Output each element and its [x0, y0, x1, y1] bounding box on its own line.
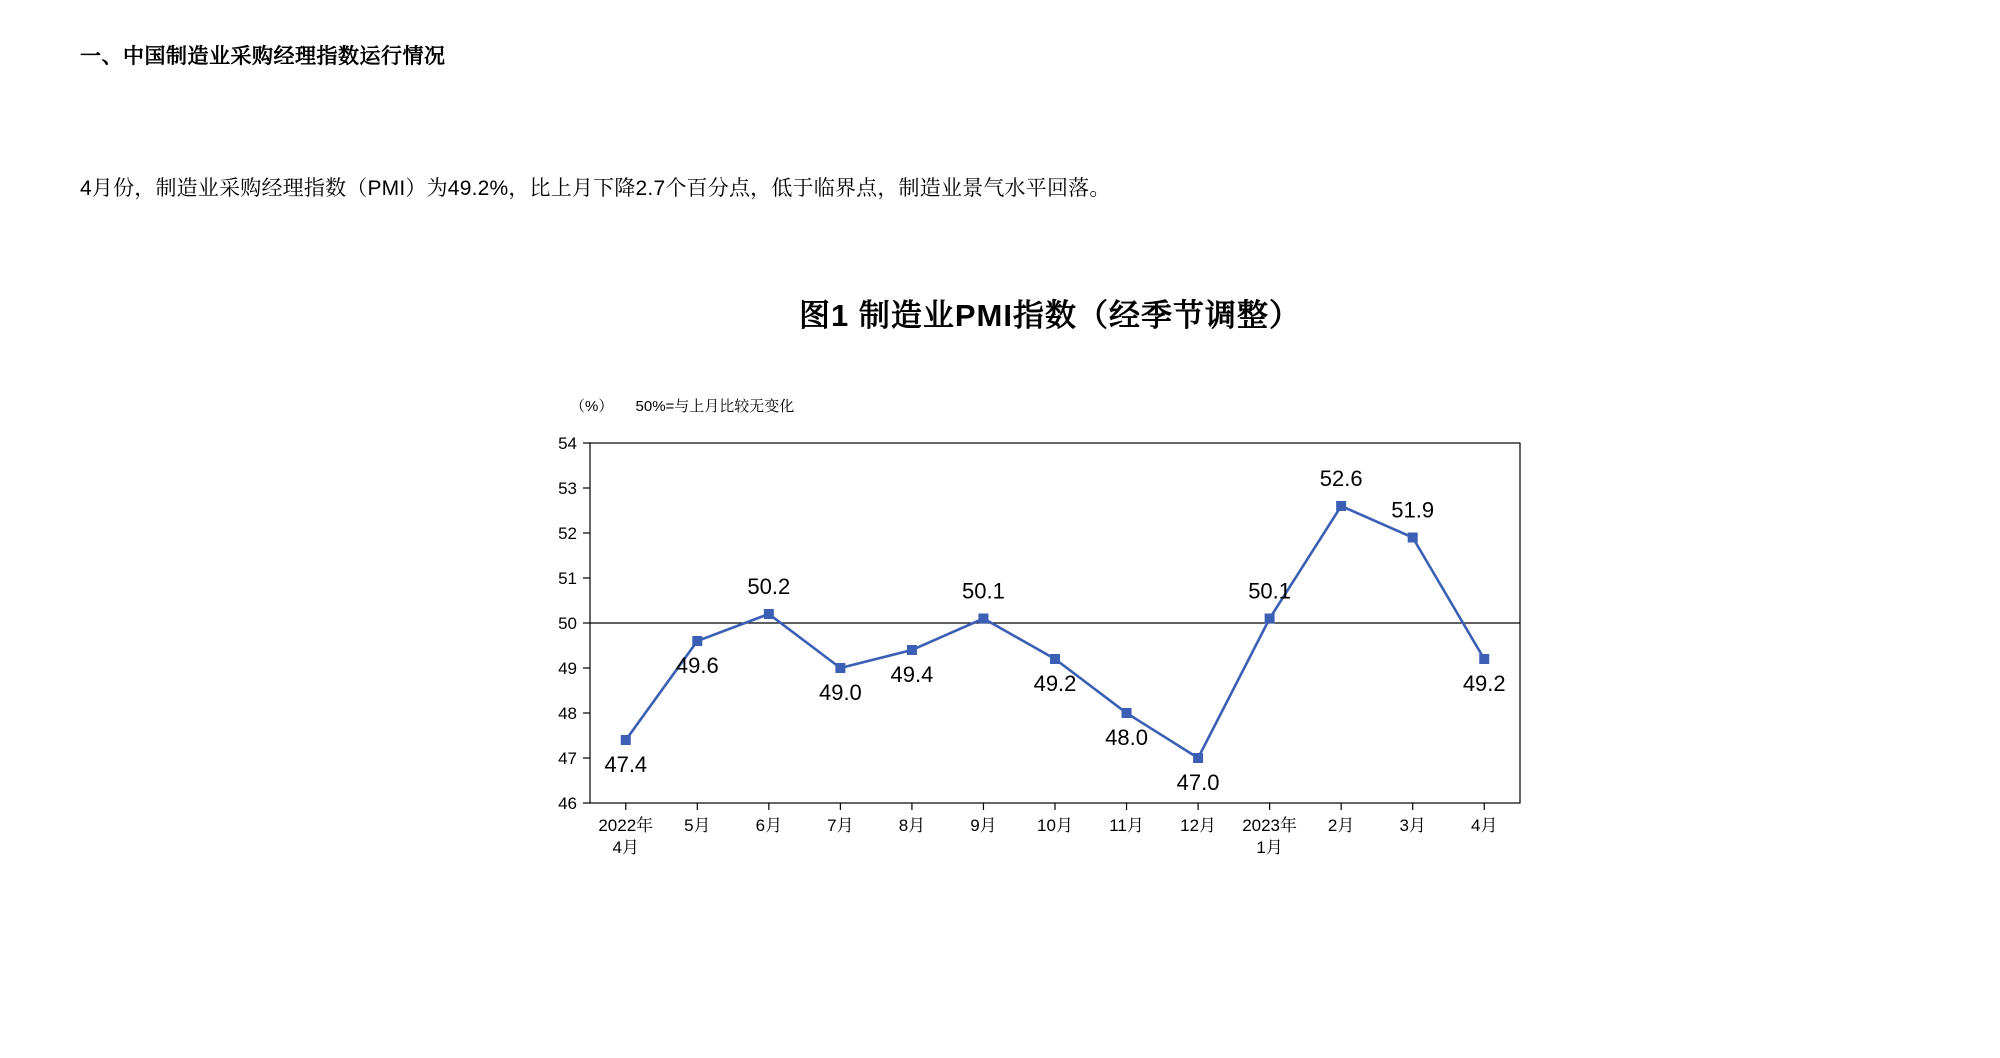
y-axis-tick-label: 54	[558, 434, 577, 453]
x-axis-tick-label: 4月	[1470, 816, 1498, 835]
x-axis-tick-label: 9月	[970, 816, 997, 835]
y-axis-tick-label: 46	[558, 794, 577, 813]
data-point-marker	[1408, 533, 1418, 543]
x-axis-tick-label: 2月	[1327, 816, 1355, 835]
x-axis-tick-label: 2023年 1月	[1242, 816, 1298, 857]
data-point-label: 48.0	[1105, 725, 1148, 750]
data-point-label: 49.6	[675, 653, 719, 678]
reference-line-note: 50%=与上月比较无变化	[635, 398, 795, 415]
x-axis-tick-label: 11月	[1109, 816, 1144, 835]
data-point-marker	[1265, 614, 1275, 624]
data-point-label: 52.6	[1319, 466, 1363, 491]
x-axis-tick-label: 5月	[684, 816, 711, 835]
y-axis-tick-label: 50	[558, 614, 577, 633]
data-point-label: 50.1	[1248, 578, 1292, 604]
y-axis-tick-label: 47	[558, 749, 577, 768]
pmi-line-chart	[520, 425, 1580, 905]
data-point-marker	[835, 663, 845, 673]
data-point-label: 49.2	[1033, 671, 1077, 696]
x-axis-tick-label: 6月	[755, 816, 783, 835]
data-point-label: 47.4	[604, 752, 648, 777]
y-axis-unit-label: （%）	[570, 398, 614, 415]
pmi-series-line	[626, 506, 1484, 758]
data-point-marker	[978, 614, 988, 624]
data-point-label: 51.9	[1391, 497, 1435, 523]
data-point-marker	[907, 645, 917, 655]
y-axis-tick-label: 48	[558, 704, 577, 723]
y-axis-tick-label: 49	[558, 659, 577, 678]
data-point-marker	[1050, 654, 1060, 664]
x-axis-tick-label: 3月	[1399, 816, 1426, 835]
data-point-marker	[692, 636, 702, 646]
data-point-marker	[1122, 708, 1132, 718]
data-point-label: 47.0	[1176, 770, 1220, 795]
figure-title: 图1 制造业PMI指数（经季节调整）	[799, 298, 1301, 333]
x-axis-tick-label: 8月	[898, 816, 926, 835]
axis-note	[570, 395, 794, 416]
data-point-label: 50.1	[962, 578, 1005, 604]
x-axis-tick-label: 2022年 4月	[598, 816, 654, 857]
y-axis-tick-label: 52	[558, 524, 577, 543]
x-axis-tick-label: 10月	[1037, 816, 1073, 835]
data-point-marker	[1193, 753, 1203, 763]
chart-plot-area	[520, 425, 1580, 905]
data-point-label: 50.2	[747, 574, 791, 599]
data-point-label: 49.0	[818, 680, 862, 705]
section-heading: 一、中国制造业采购经理指数运行情况	[80, 45, 446, 68]
data-point-marker	[1336, 501, 1346, 511]
data-point-label: 49.2	[1462, 671, 1506, 696]
body-paragraph: 4月份，制造业采购经理指数（PMI）为49.2%，比上月下降2.7个百分点，低于临界点，制造业景气水平回落。	[80, 177, 1111, 200]
y-axis-tick-label: 53	[558, 479, 577, 498]
data-point-label: 49.4	[890, 662, 934, 687]
data-point-marker	[621, 735, 631, 745]
figure-pmi-chart	[520, 290, 1580, 970]
data-point-marker	[1479, 654, 1489, 664]
data-point-marker	[764, 609, 774, 619]
x-axis-tick-label: 12月	[1180, 816, 1217, 835]
y-axis-tick-label: 51	[558, 569, 577, 588]
x-axis-tick-label: 7月	[827, 816, 854, 835]
